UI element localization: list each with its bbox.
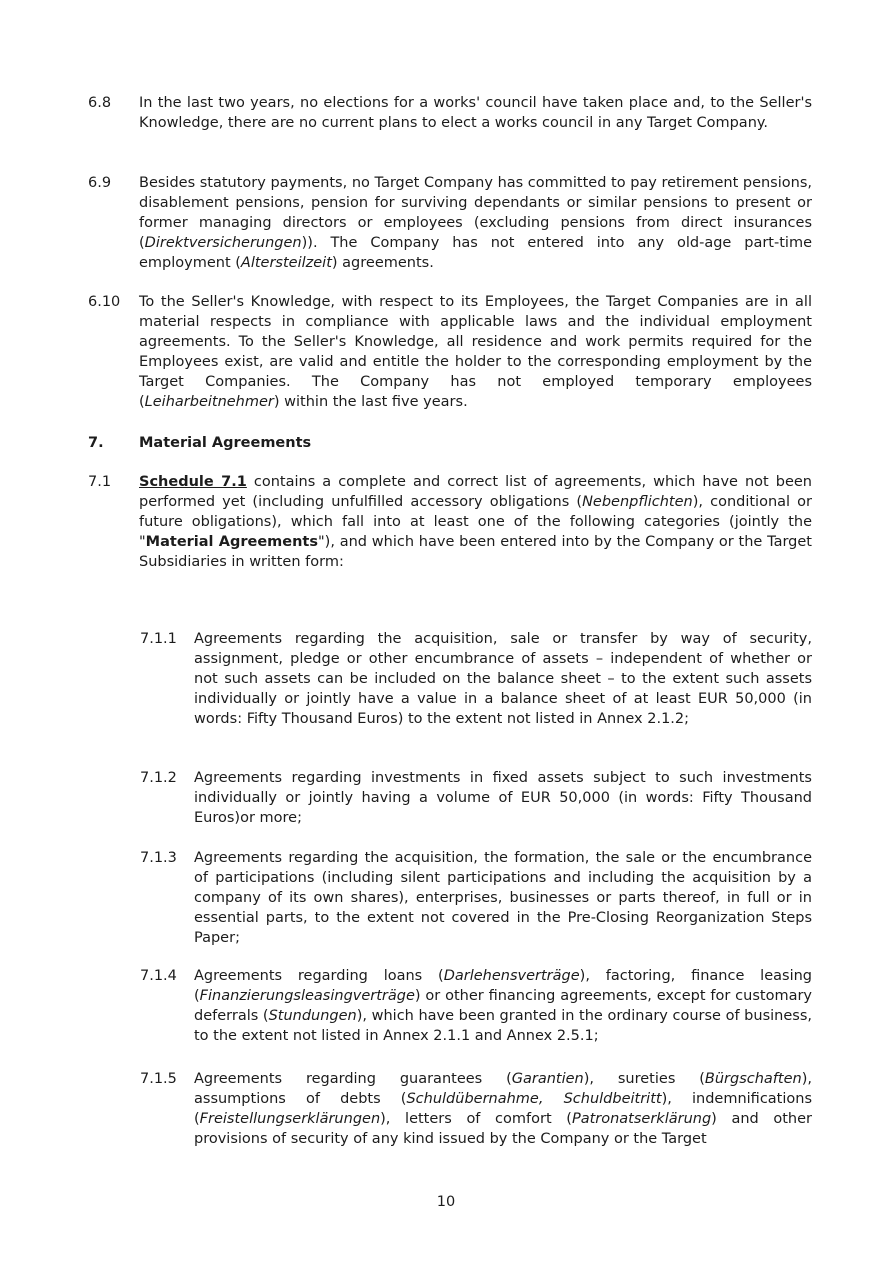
clause-number: 7.1: [88, 474, 112, 490]
clause-number: 7.1.5: [140, 1071, 177, 1087]
clause-6-9: [88, 173, 812, 273]
clause-text: Besides statutory payments, no Target Company has committed to pay retirement pensions, disablement pensions, pension for surviving dependants or similar pensions to present or former managing directors or employees (excluding pensions from direct insurances (Direktversicherungen)). The Company has not entered into any old-age part-time employment (Altersteilzeit) agreements.: [139, 175, 812, 271]
schedule-reference: Schedule 7.1: [139, 474, 247, 490]
section-heading: [88, 433, 312, 453]
clause-number: 7.1.3: [140, 850, 177, 866]
clause-text: Schedule 7.1 contains a complete and correct list of agreements, which have not been performed yet (including unfulfilled accessory obligations (Nebenpflichten), conditional or future obligations), which fall into at least one of the following categories (jointly the "Material Agreements"), and which have been entered into by the Company or the Target Subsidiaries in written form:: [139, 474, 812, 570]
clause-text: Agreements regarding investments in fixed assets subject to such investments individually or jointly having a volume of EUR 50,000 (in words: Fifty Thousand Euros)or more;: [194, 770, 812, 826]
clause-text: To the Seller's Knowledge, with respect to its Employees, the Target Companies are in all material respects in compliance with applicable laws and the individual employment agreements. To the Seller's Knowledge, all residence and work permits required for the Employees exist, are valid and entitle the holder to the corresponding employment by the Target Companies. The Company has not employed temporary employees (Leiharbeitnehmer) within the last five years.: [139, 294, 812, 410]
clause-7-1-5: [140, 1069, 812, 1149]
clause-7-1-4: [140, 966, 812, 1046]
clause-7-1-2: [140, 768, 812, 828]
clause-text: Agreements regarding the acquisition, sale or transfer by way of security, assignment, pledge or other encumbrance of assets – independent of whether or not such assets can be included on the balance sheet – to the extent such assets individually or jointly have a value in a balance sheet of at least EUR 50,000 (in words: Fifty Thousand Euros) to the extent not listed in Annex 2.1.2;: [194, 631, 812, 727]
clause-number: 6.9: [88, 175, 112, 191]
clause-7-1-1: [140, 629, 812, 729]
clause-6-10: [88, 292, 812, 412]
clause-number: 6.10: [88, 294, 121, 310]
clause-text: In the last two years, no elections for a works' council have taken place and, to the Seller's Knowledge, there are no current plans to elect a works council in any Target Company.: [139, 95, 812, 131]
clause-7-1-3: [140, 848, 812, 948]
clause-text: Agreements regarding the acquisition, the formation, the sale or the encumbrance of participations (including silent participations and including the acquisition by a company of its own shares), enterprises, businesses or parts thereof, in full or in essential parts, to the extent not covered in the Pre-Closing Reorganization Steps Paper;: [194, 850, 812, 946]
section-number: 7.: [88, 435, 104, 451]
section-title: Material Agreements: [139, 435, 312, 451]
clause-text: Agreements regarding loans (Darlehensverträge), factoring, finance leasing (Finanzierungsleasingverträge) or other financing agreements, except for customary deferrals (Stundungen), which have been granted in the ordinary course of business, to the extent not listed in Annex 2.1.1 and Annex 2.5.1;: [194, 968, 812, 1044]
clause-number: 7.1.1: [140, 631, 177, 647]
clause-7-1: [88, 472, 812, 572]
clause-number: 6.8: [88, 95, 112, 111]
page-number: 10: [436, 1194, 456, 1210]
clause-number: 7.1.4: [140, 968, 177, 984]
clause-number: 7.1.2: [140, 770, 177, 786]
clause-6-8: [88, 93, 812, 133]
clause-text: Agreements regarding guarantees (Garantien), sureties (Bürgschaften), assumptions of debts (Schuldübernahme, Schuldbeitritt), indemnifications (Freistellungserklärungen), letters of comfort (Patronatserklärung) and other provisions of security of any kind issued by the Company or the Target: [194, 1071, 813, 1147]
